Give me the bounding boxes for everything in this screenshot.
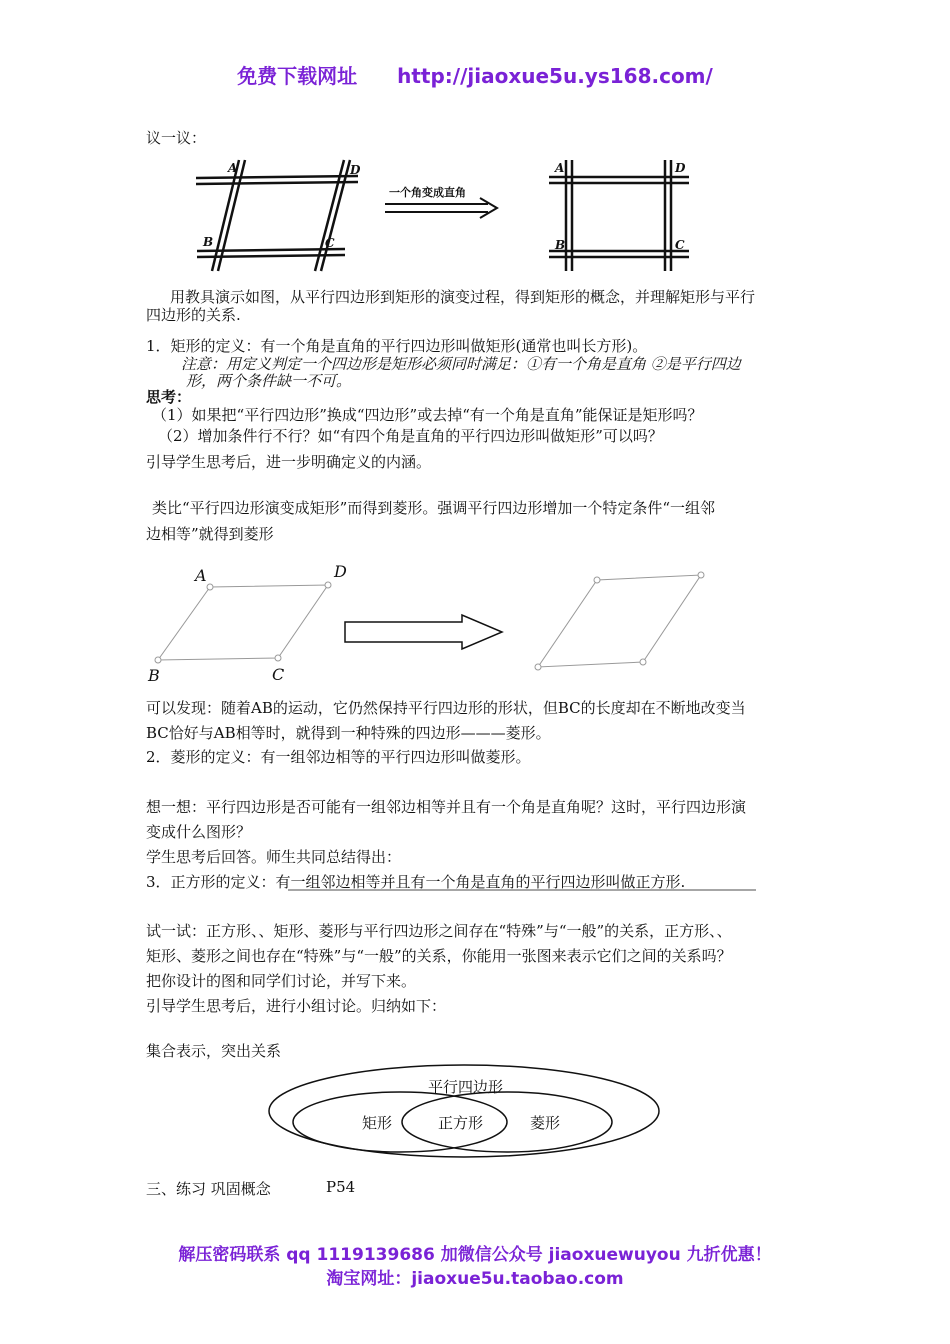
practice-label: 三、练习 巩固概念 (146, 1180, 271, 1198)
rect-label-a: A (555, 161, 565, 175)
rect-label-b: B (555, 238, 566, 252)
parallelogram-frame (196, 160, 361, 271)
think-q1: （1）如果把“平行四边形”换成“四边形”或去掉“有一个角是直角”能保证是矩形吗？ (152, 406, 703, 424)
rect-definition: 1．矩形的定义：有一个角是直角的平行四边形叫做矩形(通常也叫长方形)。 (146, 337, 648, 355)
try-line4: 引导学生思考后，进行小组讨论。归纳如下： (146, 997, 447, 1015)
rect-note-line2: 形，两个条件缺一不可。 (186, 372, 352, 390)
venn-label-parallelogram: 平行四边形 (428, 1078, 504, 1096)
discuss-desc-line2: 四边形的关系. (146, 306, 241, 324)
hollow-arrow (345, 615, 502, 649)
discover-line1: 可以发现：随着AB的运动，它仍然保持平行四边形的形状，但BC的长度却在不断地改变当 (146, 699, 746, 717)
venn-label-rhombus: 菱形 (530, 1114, 561, 1132)
think-guide: 引导学生思考后，进一步明确定义的内涵。 (146, 453, 432, 471)
arrow-label: 一个角变成直角 (389, 186, 466, 199)
think-heading: 思考： (146, 388, 192, 406)
venn-label-rectangle: 矩形 (362, 1114, 393, 1132)
rhombus-definition: 2．菱形的定义：有一组邻边相等的平行四边形叫做菱形。 (146, 748, 531, 766)
rect-label-d: D (675, 161, 686, 175)
think2-line1: 想一想：平行四边形是否可能有一组邻边相等并且有一个角是直角呢？这时，平行四边形演 (146, 798, 747, 816)
frame-label-c: C (325, 236, 335, 250)
rhombus-label-a: A (195, 566, 207, 585)
rect-note-line1: 注意：用定义判定一个四边形是矩形必须同时满足：①有一个角是直角 ②是平行四边 (181, 355, 741, 373)
think-q2: （2）增加条件行不行？如“有四个角是直角的平行四边形叫做矩形”可以吗？ (158, 427, 663, 445)
footer-line2[interactable]: 淘宝网址：jiaoxue5u.taobao.com (326, 1269, 624, 1289)
footer-line1: 解压密码联系 qq 1119139686 加微信公众号 jiaoxuewuyou 九折优惠！ (178, 1245, 772, 1265)
try-line3: 把你设计的图和同学们讨论，并写下来。 (146, 972, 417, 990)
practice-page: P54 (326, 1178, 356, 1196)
frame-label-a: A (228, 161, 238, 175)
venn-label-square: 正方形 (438, 1114, 484, 1132)
rhombus-shape (535, 572, 704, 670)
rhombus-transform-figure (0, 560, 950, 700)
analogy-line1: 类比“平行四边形演变成矩形”而得到菱形。强调平行四边形增加一个特定条件“一组邻 (152, 499, 716, 517)
try-line2: 矩形、菱形之间也存在“特殊”与“一般”的关系，你能用一张图来表示它们之间的关系吗？ (146, 947, 732, 965)
header (0, 60, 950, 89)
rhombus-label-b: B (148, 666, 160, 685)
rect-label-c: C (675, 238, 685, 252)
rhombus-label-c: C (272, 665, 285, 684)
header-url-link[interactable]: http://jiaoxue5u.ys168.com/ (397, 64, 713, 88)
header-free-label: 免费下载网址 (237, 64, 358, 88)
rhombus-label-d: D (334, 562, 347, 581)
frame-label-b: B (203, 235, 214, 249)
analogy-line2: 边相等”就得到菱形 (146, 525, 274, 543)
think2-line3: 学生思考后回答。师生共同总结得出： (146, 848, 402, 866)
parallelogram-abcd (155, 582, 331, 663)
set-heading: 集合表示，突出关系 (146, 1042, 282, 1060)
discuss-heading: 议一议： (146, 129, 207, 147)
discover-line2: BC恰好与AB相等时，就得到一种特殊的四边形———菱形。 (146, 724, 551, 742)
square-def-underline (0, 888, 950, 894)
frame-label-d: D (350, 163, 361, 177)
think2-line2: 变成什么图形？ (146, 823, 252, 841)
transform-arrow (385, 198, 497, 218)
rectangle-frame (549, 160, 689, 271)
try-line1: 试一试：正方形、、矩形、菱形与平行四边形之间存在“特殊”与“一般”的关系，正方形、、 (146, 922, 732, 940)
discuss-desc-line1: 用教具演示如图，从平行四边形到矩形的演变过程，得到矩形的概念，并理解矩形与平行 (170, 288, 756, 306)
square-definition: 3．正方形的定义：有一组邻边相等并且有一个角是直角的平行四边形叫做正方形. (146, 873, 686, 891)
